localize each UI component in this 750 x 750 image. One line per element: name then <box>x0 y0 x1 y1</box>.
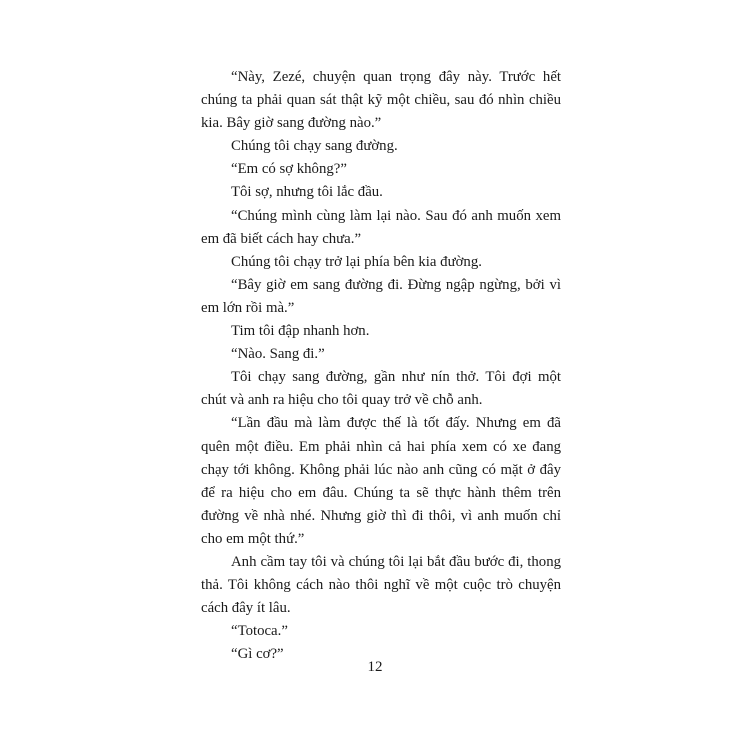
paragraph: “Em có sợ không?” <box>231 161 347 178</box>
paragraph: Chúng tôi chạy trở lại phía bên kia đường. <box>231 253 482 270</box>
body-text <box>201 66 561 666</box>
paragraph: Anh cầm tay tôi và chúng tôi lại bắt đầu bước đi, thong thả. Tôi không cách nào thôi nghĩ về một cuộc trò chuyện cách đây ít lâu. <box>201 553 561 617</box>
paragraph: “Gì cơ?” <box>231 646 284 663</box>
page-number: 12 <box>367 659 383 675</box>
paragraph: Tôi chạy sang đường, gần như nín thở. Tôi đợi một chút và anh ra hiệu cho tôi quay trở về chỗ anh. <box>201 369 561 409</box>
paragraph: Tôi sợ, nhưng tôi lắc đầu. <box>231 184 383 201</box>
paragraph: “Này, Zezé, chuyện quan trọng đây này. Trước hết chúng ta phải quan sát thật kỹ một chiều, sau đó nhìn chiều kia. Bây giờ sang đường nào.” <box>201 69 561 132</box>
paragraph: “Chúng mình cùng làm lại nào. Sau đó anh muốn xem em đã biết cách hay chưa.” <box>201 207 561 247</box>
paragraph: “Bây giờ em sang đường đi. Đừng ngập ngừng, bởi vì em lớn rồi mà.” <box>201 276 561 316</box>
paragraph: Tim tôi đập nhanh hơn. <box>231 323 370 340</box>
paragraph: “Nào. Sang đi.” <box>231 346 325 363</box>
paragraph: “Lần đầu mà làm được thế là tốt đấy. Nhưng em đã quên một điều. Em phải nhìn cả hai phía xem có xe đang chạy tới không. Không phải lúc nào anh cũng có mặt ở đây để ra hiệu cho em đâu. Chúng ta sẽ thực hành thêm trên đường về nhà nhé. Nhưng giờ thì đi thôi, vì anh muốn chỉ cho em một thứ.” <box>201 415 561 547</box>
paragraph: “Totoca.” <box>231 623 288 640</box>
paragraph: Chúng tôi chạy sang đường. <box>231 138 398 155</box>
